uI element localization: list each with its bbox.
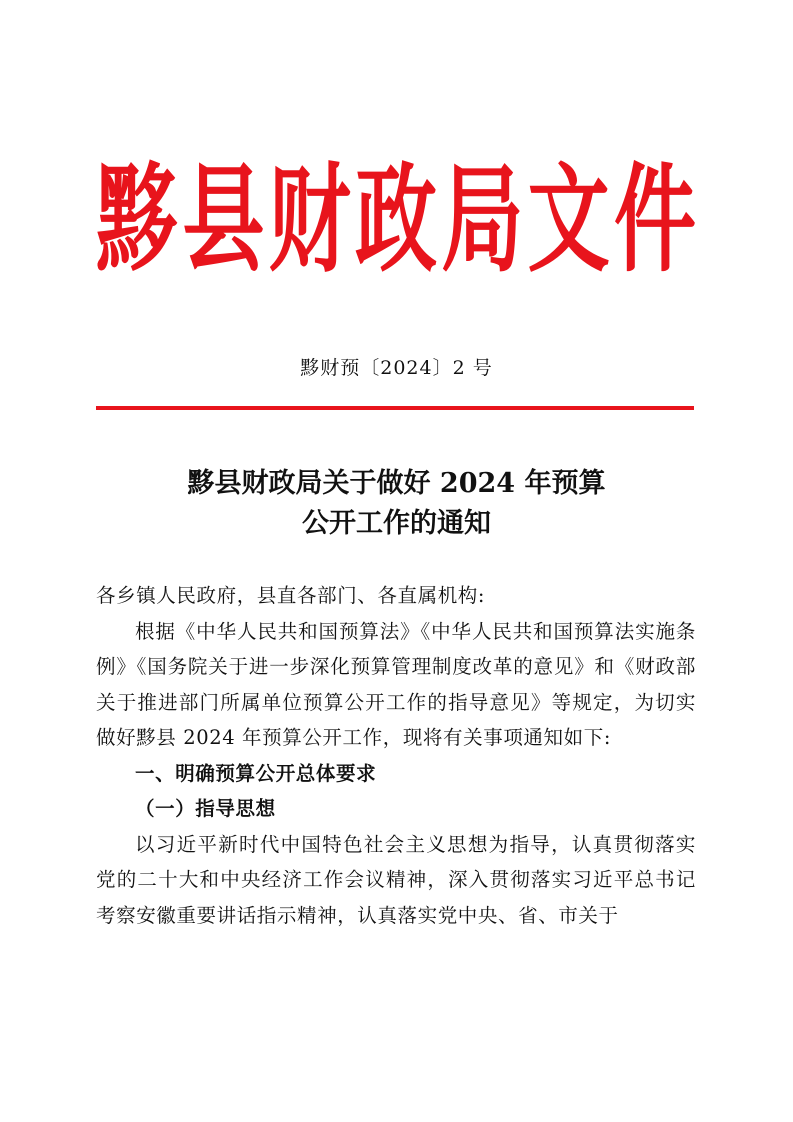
masthead-char: 局: [441, 151, 524, 289]
salutation: 各乡镇人民政府，县直各部门、各直属机构:: [96, 584, 486, 607]
masthead-char: 县: [182, 151, 265, 289]
red-divider: [96, 406, 694, 410]
masthead-char: 黟: [96, 151, 179, 289]
masthead-char: 财: [268, 151, 351, 289]
body-paragraph: 以习近平新时代中国特色社会主义思想为指导，认真贯彻落实党的二十大和中央经济工作会议精神，深入贯彻落实习近平总书记考察安徽重要讲话指示精神，认真落实党中央、省、市关于: [96, 832, 696, 927]
intro-paragraph: 根据《中华人民共和国预算法》《中华人民共和国预算法实施条例》《国务院关于进一步深化预算管理制度改革的意见》和《财政部关于推进部门所属单位预算公开工作的指导意见》等规定，为切实做好黟县 2024 年预算公开工作，现将有关事项通知如下:: [96, 619, 696, 749]
title-line: 黟县财政局关于做好 2024 年预算: [187, 468, 606, 499]
document-body: [96, 578, 696, 933]
title-line: 公开工作的通知: [302, 508, 491, 539]
masthead-char: 文: [527, 151, 610, 289]
masthead-char: 政: [354, 151, 437, 289]
document-number: 黟财预〔2024〕2 号: [300, 357, 493, 379]
masthead-char: 件: [613, 151, 696, 289]
section-heading: 一、明确预算公开总体要求: [135, 761, 377, 785]
masthead: [96, 151, 696, 289]
subsection-heading: （一）指导思想: [135, 797, 276, 820]
document-title: [0, 464, 793, 544]
